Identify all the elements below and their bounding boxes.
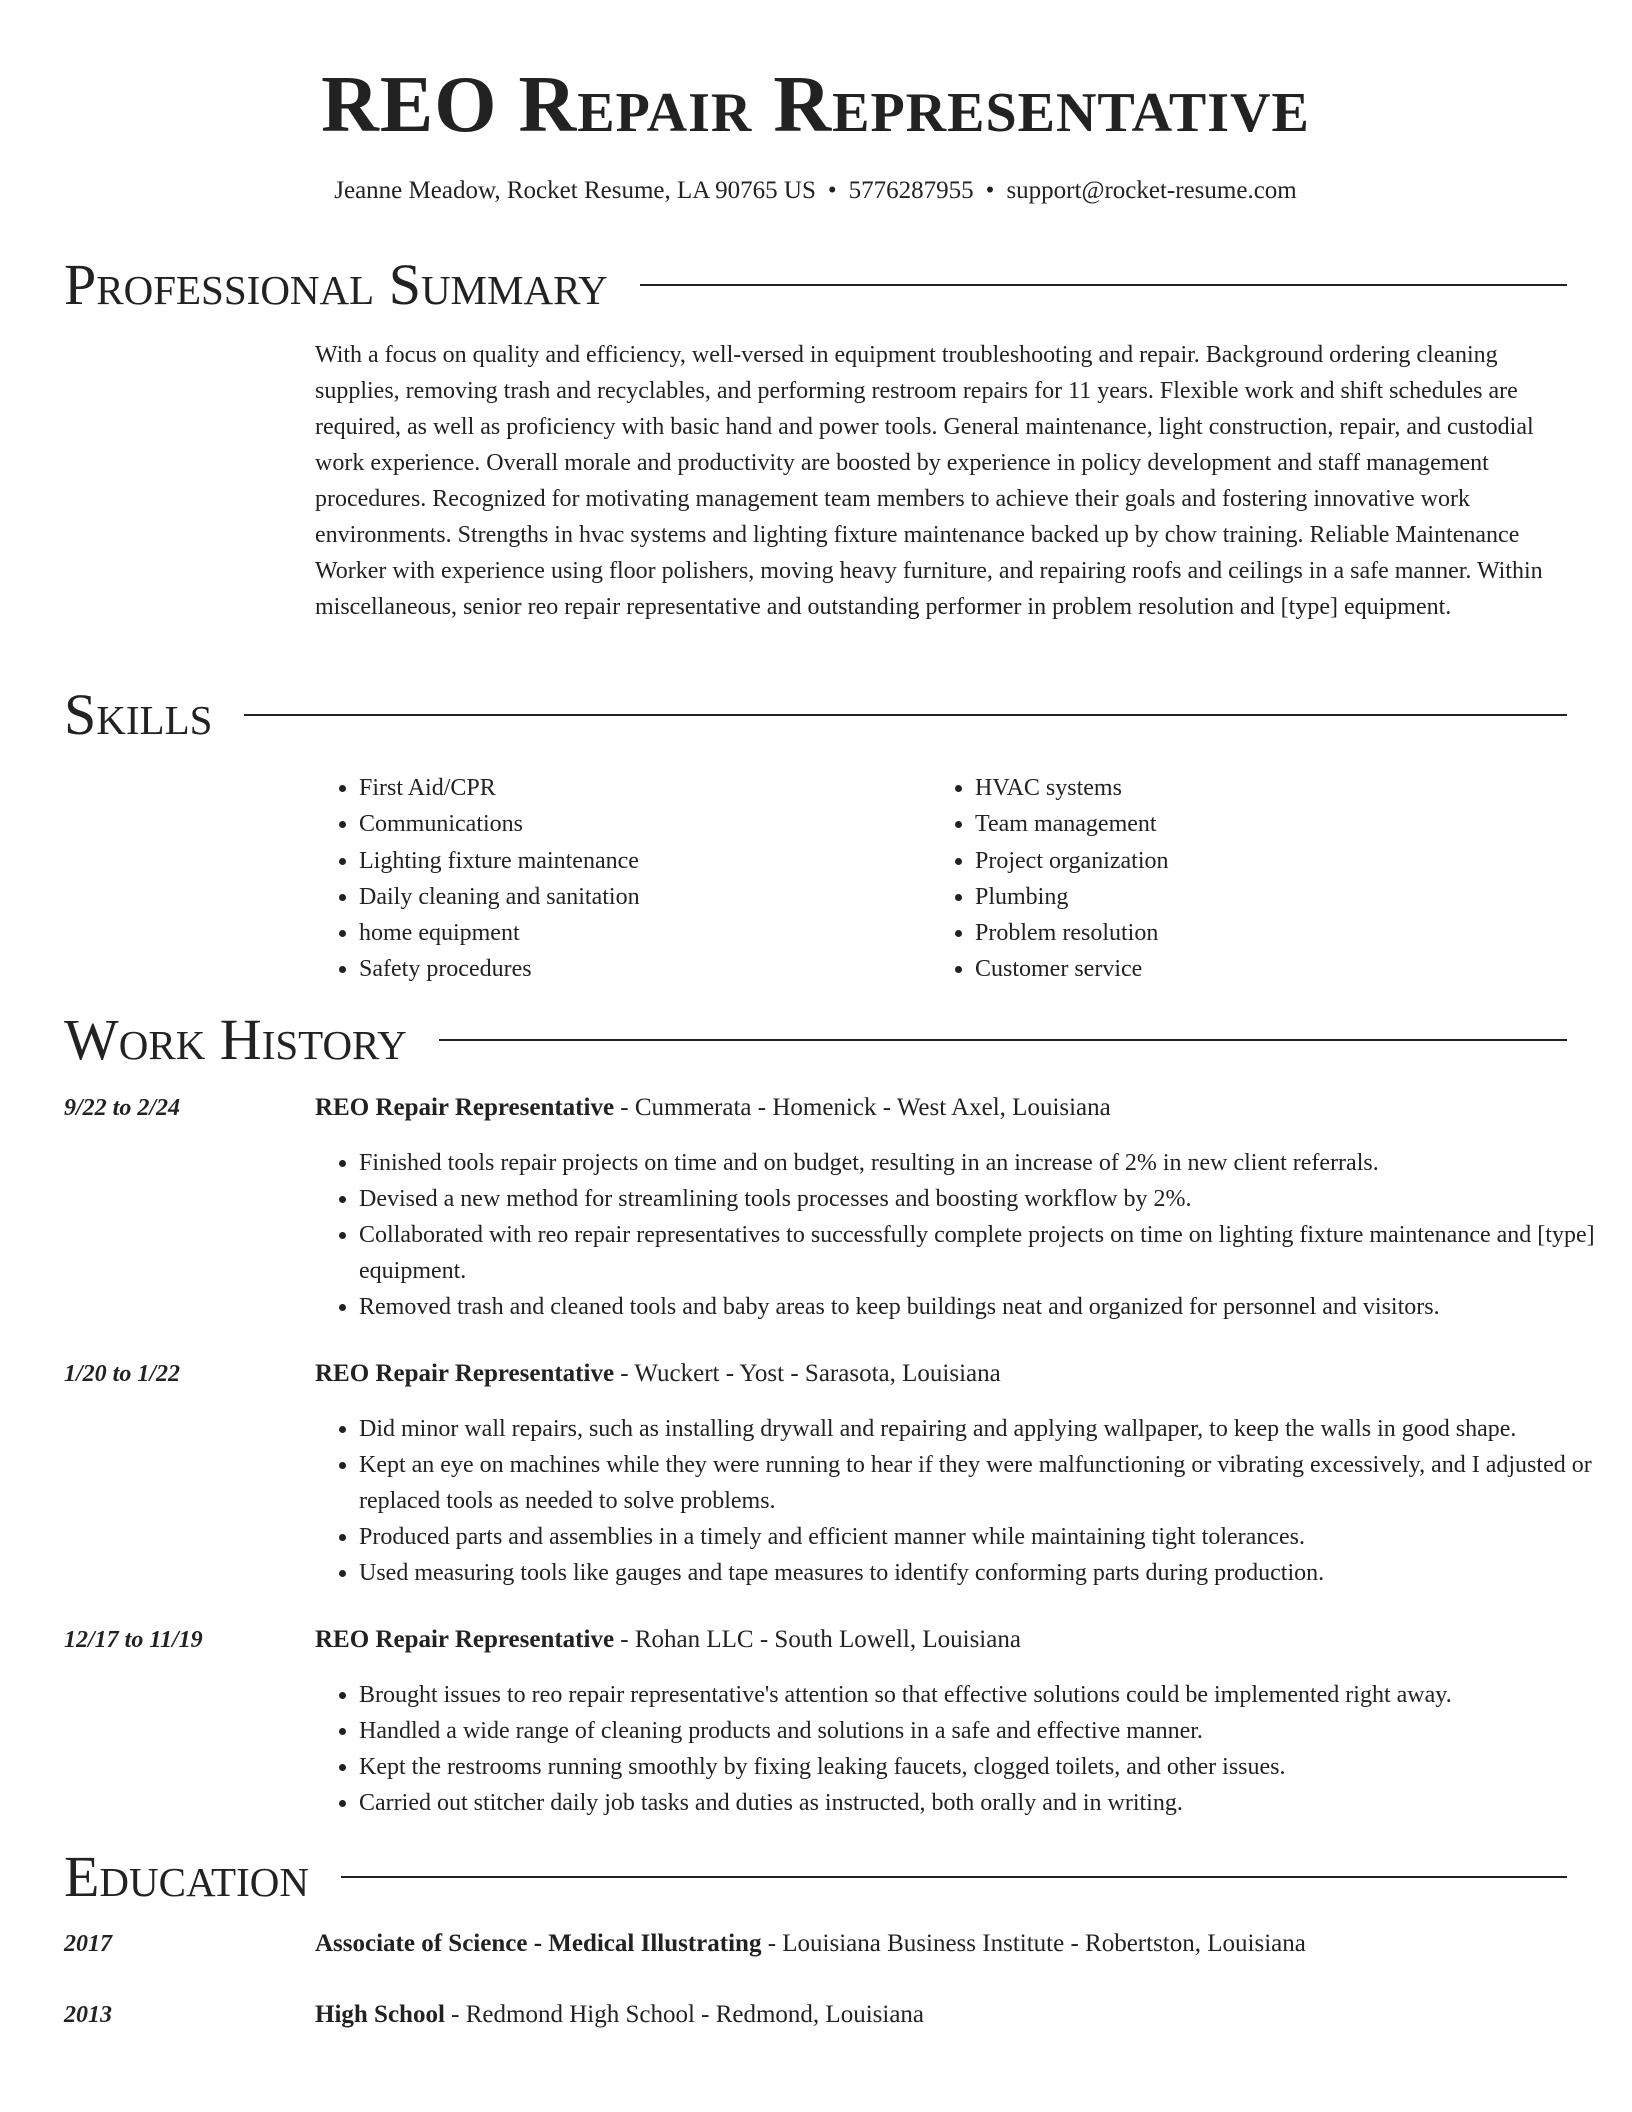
skills-list — [315, 770, 1567, 988]
summary-section-header — [64, 250, 1567, 320]
job-bullet: • Devised a new method for streamlining tools processes and boosting workflow by 2%. — [359, 1181, 1611, 1217]
section-divider — [640, 284, 1567, 286]
skills-column-left — [315, 770, 931, 988]
job-bullet: • Used measuring tools like gauges and tape measures to identify conforming parts during production. — [359, 1555, 1611, 1591]
job-title: REO Repair Representative — [315, 1626, 615, 1653]
skill-item: • home equipment — [359, 915, 931, 951]
summary-text: With a focus on quality and efficiency, well-versed in equipment troubleshooting and repair. Background ordering cleaning supplies, removing trash and recyclables, and performing restroom repairs for 11 years. Flexible work and shift schedules are required, as well as proficiency with basic hand and power tools. General maintenance, light construction, repair, and custodial work experience. Overall morale and productivity are boosted by experience in policy development and staff management procedures. Recognized for motivating management team members to achieve their goals and fostering innovative work environments. Strengths in hvac systems and lighting fixture maintenance backed up by chow training. Reliable Maintenance Worker with experience using floor polishers, moving heavy furniture, and repairing roofs and ceilings in a safe manner. Within miscellaneous, senior reo repair representative and outstanding performer in problem resolution and [type] equipment. — [315, 342, 1543, 620]
skill-item: • Team management — [975, 806, 1567, 842]
contact-phone: 5776287955 — [848, 177, 974, 204]
skill-item: • Customer service — [975, 951, 1567, 987]
job-bullet: • Kept the restrooms running smoothly by fixing leaking faucets, clogged toilets, and other issues. — [359, 1749, 1611, 1785]
job-details: - Rohan LLC - South Lowell, Louisiana — [614, 1626, 1021, 1653]
skill-item: • Lighting fixture maintenance — [359, 843, 931, 879]
skills-section-header — [64, 680, 1567, 750]
skill-item: • HVAC systems — [975, 770, 1567, 806]
skill-item: • Daily cleaning and sanitation — [359, 879, 931, 915]
job-bullet: • Carried out stitcher daily job tasks and duties as instructed, both orally and in writing. — [359, 1785, 1611, 1821]
section-divider — [439, 1039, 1567, 1041]
contact-email: support@rocket-resume.com — [1006, 177, 1297, 204]
job-dates: 9/22 to 2/24 — [64, 1095, 181, 1121]
job-bullet: • Produced parts and assemblies in a timely and efficient manner while maintaining tight tolerances. — [359, 1519, 1611, 1555]
work-heading: Work History — [64, 1007, 407, 1072]
skills-heading: Skills — [64, 682, 213, 747]
skill-item: • Problem resolution — [975, 915, 1567, 951]
skill-item: • Communications — [359, 806, 931, 842]
job-title: REO Repair Representative — [315, 1094, 615, 1121]
job-bullet: • Collaborated with reo repair representatives to successfully complete projects on time on lighting fixture maintenance and [type] equipment. — [359, 1217, 1611, 1289]
job-heading — [315, 1090, 1567, 1126]
job-bullet: • Brought issues to reo repair representative's attention so that effective solutions could be implemented right away. — [359, 1677, 1611, 1713]
job-bullet: • Handled a wide range of cleaning products and solutions in a safe and effective manner. — [359, 1713, 1611, 1749]
skill-item: • Safety procedures — [359, 951, 931, 987]
job-title: REO Repair Representative — [315, 1360, 615, 1387]
job-details: - Wuckert - Yost - Sarasota, Louisiana — [614, 1360, 1001, 1387]
education-section-header — [64, 1842, 1567, 1912]
job-bullets — [315, 1677, 1611, 1821]
job-bullets — [315, 1145, 1611, 1325]
resume-title: REO Repair Representative — [321, 61, 1310, 149]
contact-address: Jeanne Meadow, Rocket Resume, LA 90765 US — [334, 177, 816, 204]
education-details: - Redmond High School - Redmond, Louisiana — [444, 2001, 925, 2028]
section-divider — [341, 1876, 1567, 1878]
work-section-header — [64, 1005, 1567, 1075]
contact-separator: • — [985, 177, 995, 204]
job-details: - Cummerata - Homenick - West Axel, Louisiana — [614, 1094, 1111, 1121]
job-bullet: • Removed trash and cleaned tools and baby areas to keep buildings neat and organized for personnel and visitors. — [359, 1289, 1611, 1325]
education-year: 2017 — [64, 1931, 112, 1957]
job-heading — [315, 1356, 1567, 1392]
section-divider — [244, 714, 1567, 716]
job-bullet: • Did minor wall repairs, such as installing drywall and repairing and applying wallpaper, to keep the walls in good shape. — [359, 1411, 1611, 1447]
contact-line — [64, 173, 1567, 209]
summary-heading: Professional Summary — [64, 252, 608, 317]
job-bullet: • Kept an eye on machines while they were running to hear if they were malfunctioning or vibrating excessively, and I adjusted or replaced tools as needed to solve problems. — [359, 1447, 1611, 1519]
job-heading — [315, 1622, 1567, 1658]
education-entry — [315, 1926, 1567, 1962]
job-bullet: • Finished tools repair projects on time and on budget, resulting in an increase of 2% in new client referrals. — [359, 1145, 1611, 1181]
education-year: 2013 — [64, 2002, 112, 2028]
skill-item: • First Aid/CPR — [359, 770, 931, 806]
job-dates: 12/17 to 11/19 — [64, 1627, 203, 1653]
skill-item: • Project organization — [975, 843, 1567, 879]
job-dates: 1/20 to 1/22 — [64, 1361, 181, 1387]
skills-column-right — [931, 770, 1567, 988]
education-details: - Louisiana Business Institute - Robertston, Louisiana — [761, 1930, 1306, 1957]
education-heading: Education — [64, 1844, 309, 1909]
skill-item: • Plumbing — [975, 879, 1567, 915]
education-degree: Associate of Science - Medical Illustrating — [315, 1930, 762, 1957]
education-degree: High School — [315, 2001, 445, 2028]
job-bullets — [315, 1411, 1611, 1591]
education-entry — [315, 1997, 1567, 2033]
contact-separator: • — [827, 177, 837, 204]
